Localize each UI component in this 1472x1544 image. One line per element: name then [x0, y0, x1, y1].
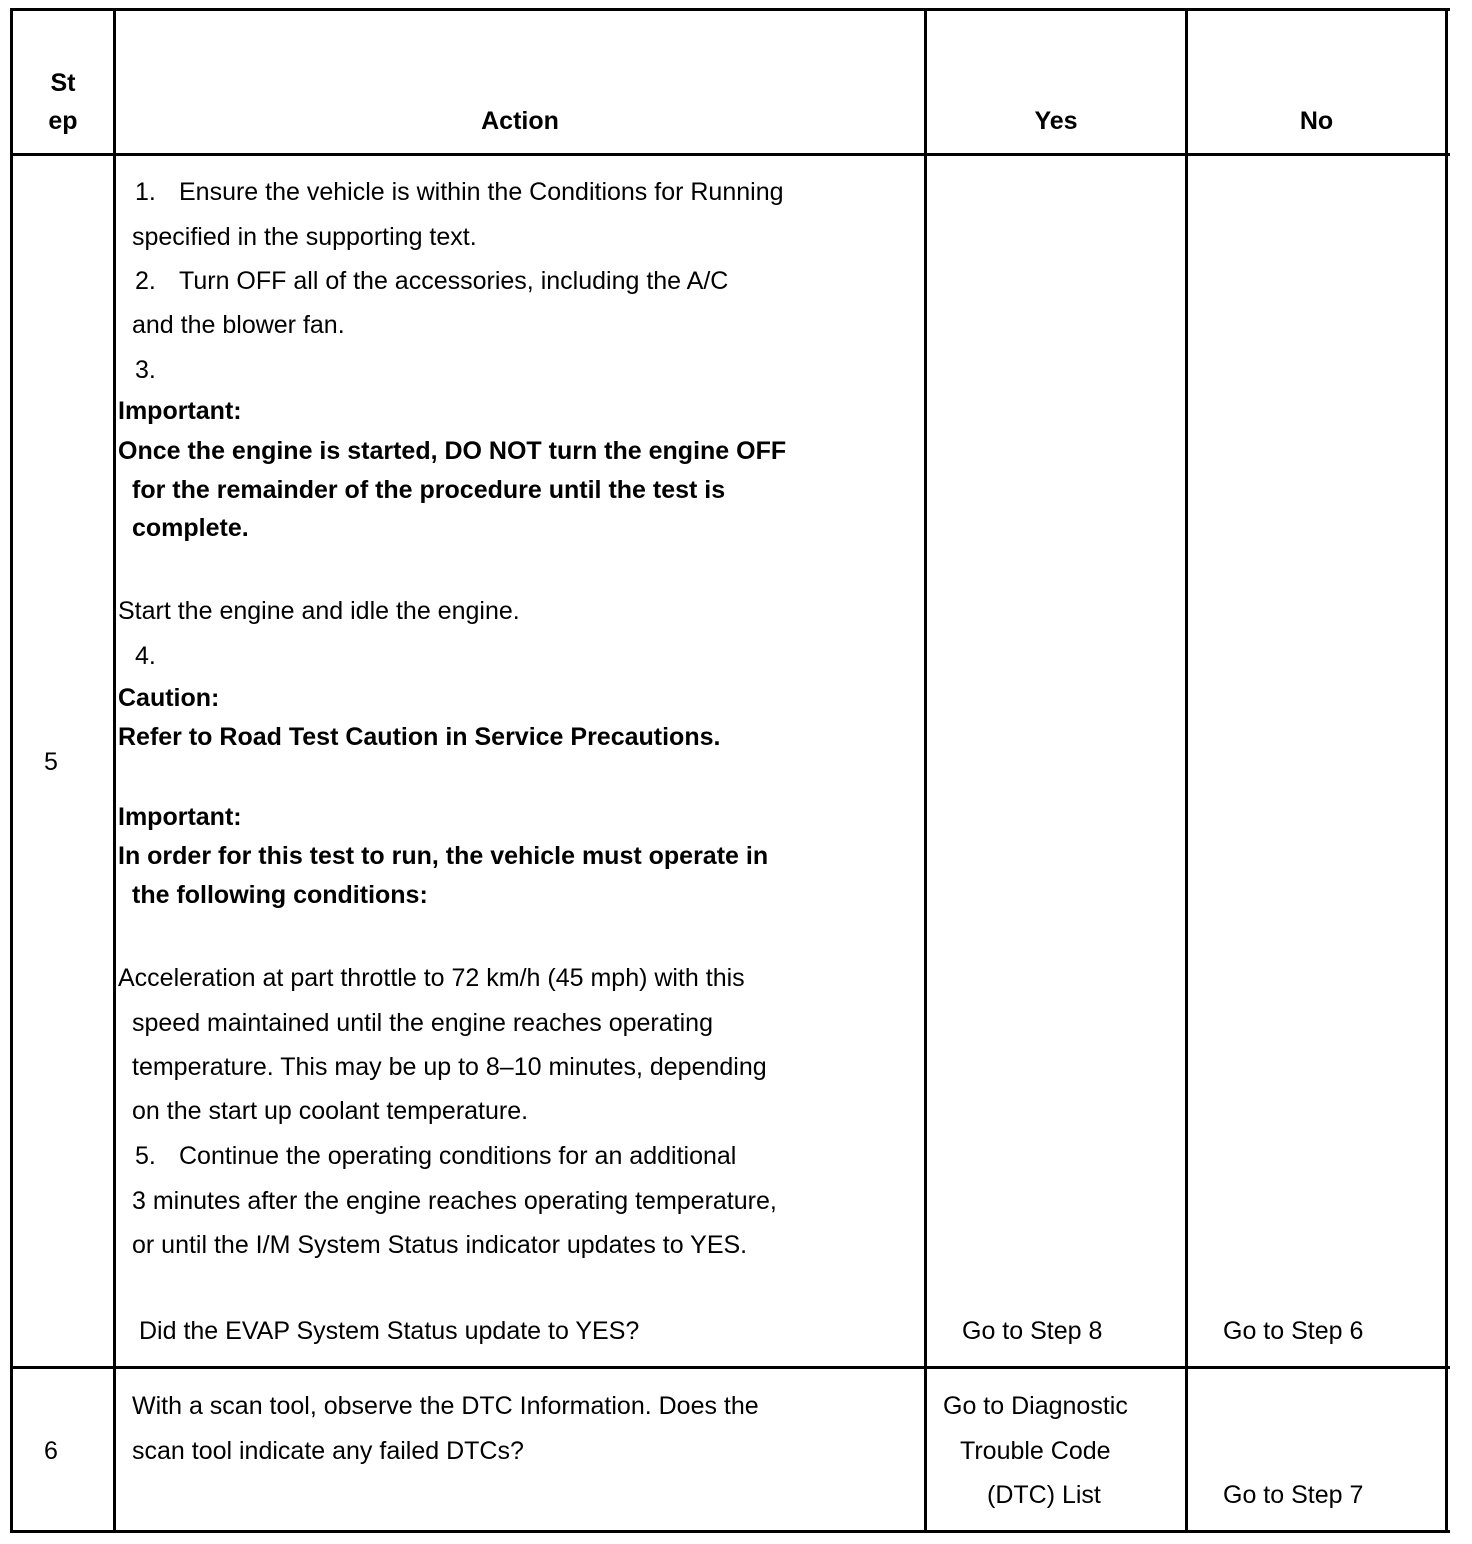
header-step-line1: St [50, 69, 76, 97]
border-header-bottom [10, 153, 1450, 156]
header-action: Action [481, 107, 559, 135]
action-text: or until the I/M System Status indicator updates to YES. [132, 1231, 748, 1259]
yes-result-line: (DTC) List [987, 1481, 1101, 1509]
list-number: 2. [135, 267, 156, 295]
action-text: With a scan tool, observe the DTC Information. Does the [132, 1392, 759, 1420]
yes-result-line: Trouble Code [960, 1437, 1111, 1465]
border-left [10, 8, 13, 1533]
caution-label: Caution: [118, 684, 220, 712]
list-number: 1. [135, 178, 156, 206]
divider-action-yes [924, 8, 927, 1533]
important-label: Important: [118, 803, 242, 831]
action-text: on the start up coolant temperature. [132, 1097, 529, 1125]
action-text: temperature. This may be up to 8–10 minutes, depending [132, 1053, 767, 1081]
border-right [1445, 8, 1448, 1533]
action-text: 3 minutes after the engine reaches operating temperature, [132, 1187, 777, 1215]
no-result: Go to Step 6 [1223, 1317, 1364, 1345]
no-result: Go to Step 7 [1223, 1481, 1364, 1509]
action-question: Did the EVAP System Status update to YES? [139, 1317, 640, 1345]
action-text: and the blower fan. [132, 311, 345, 339]
important-text: In order for this test to run, the vehicle must operate in [118, 842, 769, 870]
action-text: speed maintained until the engine reaches operating [132, 1009, 713, 1037]
list-number: 4. [135, 642, 156, 670]
header-yes: Yes [1034, 107, 1078, 135]
step-number: 6 [44, 1437, 58, 1465]
action-text: scan tool indicate any failed DTCs? [132, 1437, 524, 1465]
action-text: specified in the supporting text. [132, 223, 477, 251]
important-text: Once the engine is started, DO NOT turn the engine OFF [118, 437, 787, 465]
border-top [10, 8, 1450, 11]
header-step [13, 64, 113, 140]
action-text: Acceleration at part throttle to 72 km/h (45 mph) with this [118, 964, 745, 992]
action-text: Continue the operating conditions for an additional [179, 1142, 737, 1170]
divider-step-action [113, 8, 116, 1533]
important-text: the following conditions: [132, 881, 428, 909]
step-number: 5 [44, 748, 58, 776]
border-bottom [10, 1530, 1450, 1533]
important-text: for the remainder of the procedure until the test is [132, 476, 726, 504]
list-number: 3. [135, 356, 156, 384]
yes-result-line: Go to Diagnostic [943, 1392, 1128, 1420]
header-step-line2: ep [48, 107, 78, 135]
action-text: Start the engine and idle the engine. [118, 597, 520, 625]
important-label: Important: [118, 397, 242, 425]
action-text: Turn OFF all of the accessories, including the A/C [179, 267, 729, 295]
list-number: 5. [135, 1142, 156, 1170]
divider-yes-no [1185, 8, 1188, 1533]
caution-text: Refer to Road Test Caution in Service Precautions. [118, 723, 721, 751]
important-text: complete. [132, 514, 249, 542]
yes-result: Go to Step 8 [962, 1317, 1103, 1345]
border-row5-bottom [10, 1366, 1450, 1369]
action-text: Ensure the vehicle is within the Conditions for Running [179, 178, 784, 206]
header-no: No [1299, 107, 1334, 135]
